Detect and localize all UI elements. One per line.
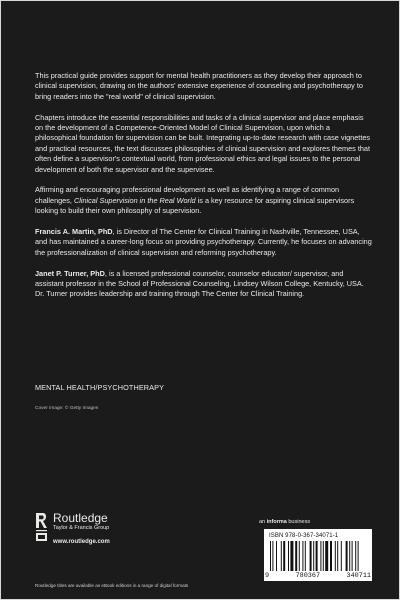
routledge-r-icon <box>35 512 48 542</box>
barcode-bar <box>290 541 293 571</box>
barcode-bar <box>288 541 289 571</box>
publisher-url: www.routledge.com <box>53 539 110 545</box>
barcode-digits-right: 340711 <box>346 572 371 580</box>
barcode-bar <box>283 541 285 571</box>
barcode-digits-left: 780367 <box>295 572 321 580</box>
barcode-bars <box>270 541 366 571</box>
cover-image-credit: Cover image: © Getty Images <box>35 406 99 411</box>
publisher-logo <box>35 512 110 546</box>
book-description <box>35 71 373 310</box>
author-bio-2 <box>35 269 373 300</box>
barcode-bar <box>302 541 303 571</box>
subject-category: MENTAL HEALTH/PSYCHOTHERAPY <box>35 383 165 392</box>
description-paragraph-3-start: Affirming and encouraging professional development as well as identifying a range of common challenges, <box>35 185 340 205</box>
isbn-text: ISBN 978-0-367-34071-1 <box>269 533 339 539</box>
informa-prefix: an <box>259 519 267 525</box>
informa-brand: informa <box>266 519 287 525</box>
description-paragraph-3-end: is a key resource for aspiring clinical supervisors looking to build their own philosophy of supervision. <box>35 195 355 216</box>
barcode-bar <box>330 541 332 571</box>
barcode-bar <box>305 541 306 571</box>
barcode-bar <box>358 541 359 571</box>
author-bio-1 <box>35 227 373 258</box>
barcode-bar <box>349 541 350 571</box>
barcode-bar <box>320 541 321 571</box>
book-title-italic: Clinical Supervision in the Real World <box>73 195 196 205</box>
barcode-bar <box>270 541 271 571</box>
barcode-bar <box>272 541 273 571</box>
barcode-bar <box>355 541 356 571</box>
isbn-barcode <box>264 529 372 581</box>
author-bio-text-2: , is a licensed professional counselor, counselor educator/ supervisor, and assistant professor in the School of Professional Counseling, Lindsey Wilson College, Kentucky, USA. Dr. Turner provides leadership and training through The Center for Clinical Training. <box>35 268 364 299</box>
barcode-bar <box>310 541 312 571</box>
barcode-bar <box>352 541 353 571</box>
author-bio-text-1: , is Director of The Center for Clinical Training in Nashville, Tennessee, USA, and has maintained a career-long focus on providing psychotherapy. Currently, he focuses on advancing the professionalization of clinical supervision and reforming psychotherapy. <box>35 227 372 257</box>
barcode-bar <box>281 541 282 571</box>
description-paragraph-2: Chapters introduce the essential responsibilities and tasks of a clinical supervisor and place emphasis on the development of a Competence-Oriented Model of Clinical Supervision, upon which a philosophical foundation for supervision can be built. Integrating up-to-date research with case vignettes and practical resources, the text discusses philosophies of clinical supervision and explores themes that often define a supervisor's contextual world, from professional ethics and legal issues to the personal development of both the supervisor and the supervisee. <box>35 112 371 174</box>
informa-business-line <box>259 519 310 525</box>
barcode-bar <box>295 541 297 571</box>
barcode-bar <box>341 541 342 571</box>
informa-suffix: business <box>286 519 311 525</box>
barcode-bar <box>299 541 300 571</box>
description-paragraph-1: This practical guide provides support for mental health practitioners as they develop their approach to clinical supervision, drawing on the authors' extensive experience of counseling and psychotherapy to bring readers into the "real world" of clinical supervision. <box>35 71 363 101</box>
barcode-bar <box>323 541 324 571</box>
barcode-bar <box>335 541 336 571</box>
description-paragraph-3 <box>35 185 373 216</box>
barcode-bar <box>313 541 314 571</box>
publisher-name: Routledge <box>53 511 108 525</box>
publisher-group: Taylor & Francis Group <box>53 525 110 531</box>
author-name-1: Francis A. Martin, PhD <box>35 227 113 237</box>
ebook-availability-note: Routledge titles are available as eBook editions in a range of digital formats <box>35 583 189 588</box>
barcode-digit-lead: 9 <box>265 572 270 580</box>
barcode-bar <box>346 541 348 571</box>
barcode-bar <box>325 541 328 571</box>
author-name-2: Janet P. Turner, PhD <box>35 268 105 278</box>
barcode-bar <box>316 541 318 571</box>
barcode-digits <box>265 572 371 580</box>
barcode-bar <box>276 541 277 571</box>
barcode-bar <box>337 541 338 571</box>
